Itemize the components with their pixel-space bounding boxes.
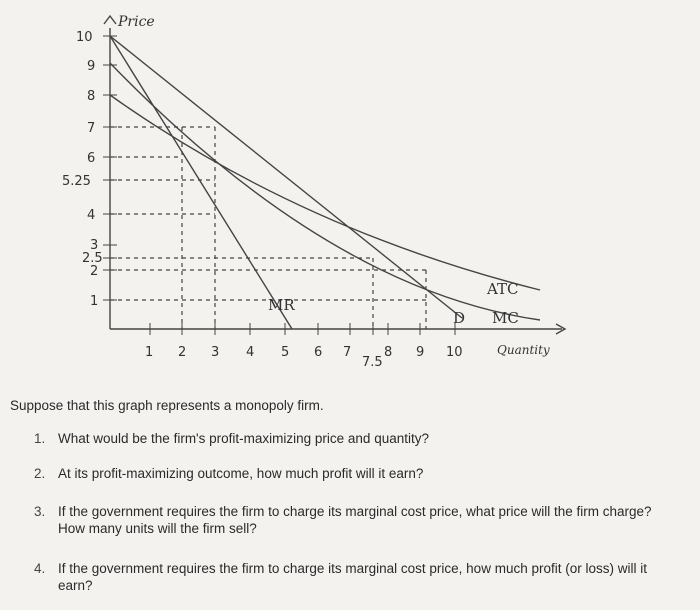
y-tick-label: 6 bbox=[87, 151, 96, 166]
y-tick-label: 3 bbox=[90, 238, 99, 253]
demand-label: D bbox=[453, 309, 466, 327]
y-tick-label: 8 bbox=[87, 89, 96, 104]
y-tick-label: 4 bbox=[87, 208, 96, 223]
y-tick-label: 2.5 bbox=[82, 251, 103, 266]
y-tick-label: 7 bbox=[87, 121, 96, 136]
x-tick-label: 7 bbox=[343, 345, 352, 360]
x-tick-label: 5 bbox=[281, 345, 290, 360]
question-item bbox=[34, 465, 658, 482]
x-axis-title: Quantity bbox=[497, 343, 550, 357]
x-tick-label: 6 bbox=[314, 345, 323, 360]
demand-curve bbox=[110, 36, 462, 318]
question-body: If the government requires the firm to charge its marginal cost price, what price will the firm charge? How many units will the firm sell? bbox=[58, 504, 652, 536]
y-axis-title: Price bbox=[118, 14, 155, 30]
y-tick-label: 2 bbox=[90, 264, 99, 279]
x-tick-label: 8 bbox=[384, 345, 393, 360]
question-body: What would be the firm's profit-maximizing price and quantity? bbox=[58, 431, 429, 446]
question-body: If the government requires the firm to charge its marginal cost price, how much profit (or loss) will it earn? bbox=[58, 561, 647, 593]
y-tick-label: 1 bbox=[90, 294, 99, 309]
question-item bbox=[34, 430, 658, 447]
atc-label: ATC bbox=[487, 280, 519, 298]
x-tick-label: 2 bbox=[178, 345, 187, 360]
question-number: 4. bbox=[34, 561, 46, 576]
question-number: 3. bbox=[34, 504, 46, 519]
mc-curve bbox=[110, 63, 540, 320]
x-tick-label: 9 bbox=[416, 345, 425, 360]
y-axis-arrow bbox=[104, 16, 116, 24]
x-tick-label: 1 bbox=[145, 345, 154, 360]
mc-label: MC bbox=[492, 309, 519, 327]
question-item bbox=[34, 503, 658, 537]
x-tick-label: 7.5 bbox=[362, 355, 383, 370]
mr-curve bbox=[110, 36, 292, 329]
y-tick-label: 10 bbox=[76, 30, 93, 45]
y-tick-label: 9 bbox=[87, 59, 96, 74]
intro-text: Suppose that this graph represents a monopoly firm. bbox=[10, 398, 324, 413]
x-tick-label: 4 bbox=[246, 345, 255, 360]
question-body: At its profit-maximizing outcome, how much profit will it earn? bbox=[58, 466, 424, 481]
x-tick-label: 10 bbox=[446, 345, 463, 360]
y-tick-label: 5.25 bbox=[62, 174, 91, 189]
question-number: 1. bbox=[34, 431, 46, 446]
question-number: 2. bbox=[34, 466, 46, 481]
mr-label: MR bbox=[268, 296, 295, 314]
atc-curve bbox=[110, 95, 540, 290]
x-tick-label: 3 bbox=[211, 345, 220, 360]
question-item bbox=[34, 560, 658, 594]
